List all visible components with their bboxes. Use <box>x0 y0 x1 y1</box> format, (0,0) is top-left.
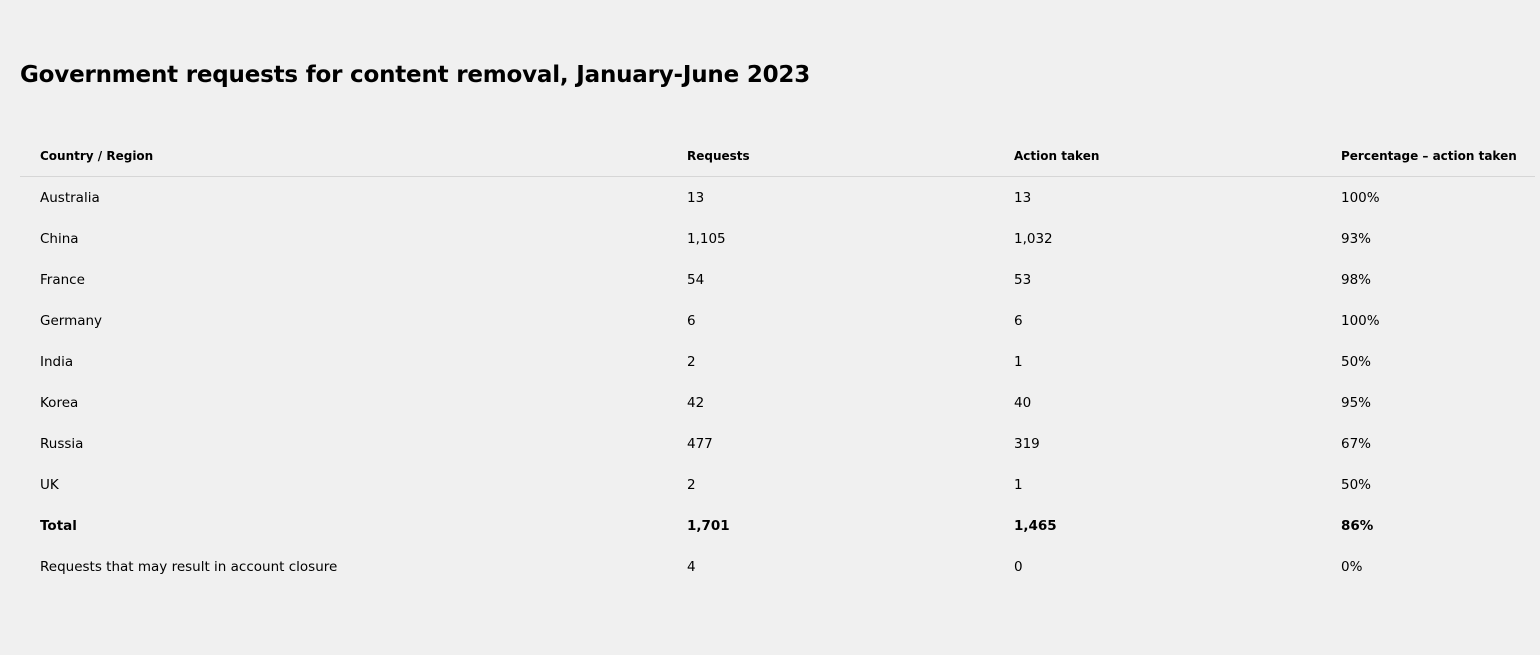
cell-percentage: 98% <box>1341 271 1372 288</box>
table-total-row <box>20 505 1535 546</box>
cell-action-taken: 1,465 <box>1014 517 1057 534</box>
cell-percentage: 67% <box>1341 435 1372 452</box>
cell-percentage: 100% <box>1341 189 1380 206</box>
removal-requests-table <box>20 136 1535 587</box>
column-header-country-region: Country / Region <box>40 149 154 163</box>
cell-region: India <box>40 353 74 370</box>
cell-requests: 4 <box>687 558 696 575</box>
cell-action-taken: 1 <box>1014 353 1023 370</box>
cell-region: Requests that may result in account closure <box>40 558 338 575</box>
table-row <box>20 382 1535 423</box>
cell-region: Australia <box>40 189 100 206</box>
cell-action-taken: 1 <box>1014 476 1023 493</box>
cell-percentage: 0% <box>1341 558 1363 575</box>
cell-region: UK <box>40 476 59 493</box>
table-row <box>20 464 1535 505</box>
cell-action-taken: 40 <box>1014 394 1032 411</box>
table-row <box>20 259 1535 300</box>
cell-requests: 2 <box>687 476 696 493</box>
cell-percentage: 50% <box>1341 353 1372 370</box>
cell-requests: 54 <box>687 271 705 288</box>
table-header-row <box>20 136 1535 177</box>
table-row <box>20 300 1535 341</box>
cell-region: Korea <box>40 394 79 411</box>
cell-region: China <box>40 230 79 247</box>
table-row <box>20 423 1535 464</box>
cell-percentage: 100% <box>1341 312 1380 329</box>
cell-percentage: 95% <box>1341 394 1372 411</box>
cell-requests: 13 <box>687 189 705 206</box>
cell-requests: 42 <box>687 394 705 411</box>
cell-region: France <box>40 271 85 288</box>
column-header-percentage-action-taken: Percentage – action taken <box>1341 149 1517 163</box>
table-row <box>20 546 1535 587</box>
cell-requests: 1,701 <box>687 517 730 534</box>
cell-requests: 2 <box>687 353 696 370</box>
table-row <box>20 177 1535 218</box>
cell-requests: 477 <box>687 435 713 452</box>
cell-action-taken: 53 <box>1014 271 1032 288</box>
table-row <box>20 341 1535 382</box>
cell-action-taken: 0 <box>1014 558 1023 575</box>
cell-requests: 1,105 <box>687 230 726 247</box>
cell-percentage: 50% <box>1341 476 1372 493</box>
cell-action-taken: 6 <box>1014 312 1023 329</box>
cell-percentage: 86% <box>1341 517 1374 534</box>
cell-region: Total <box>40 517 77 534</box>
column-header-requests: Requests <box>687 149 750 163</box>
column-header-action-taken: Action taken <box>1014 149 1100 163</box>
cell-region: Germany <box>40 312 103 329</box>
cell-action-taken: 13 <box>1014 189 1032 206</box>
cell-action-taken: 319 <box>1014 435 1040 452</box>
cell-action-taken: 1,032 <box>1014 230 1053 247</box>
table-row <box>20 218 1535 259</box>
cell-requests: 6 <box>687 312 696 329</box>
cell-percentage: 93% <box>1341 230 1372 247</box>
cell-region: Russia <box>40 435 84 452</box>
page-title: Government requests for content removal, January-June 2023 <box>20 62 811 88</box>
